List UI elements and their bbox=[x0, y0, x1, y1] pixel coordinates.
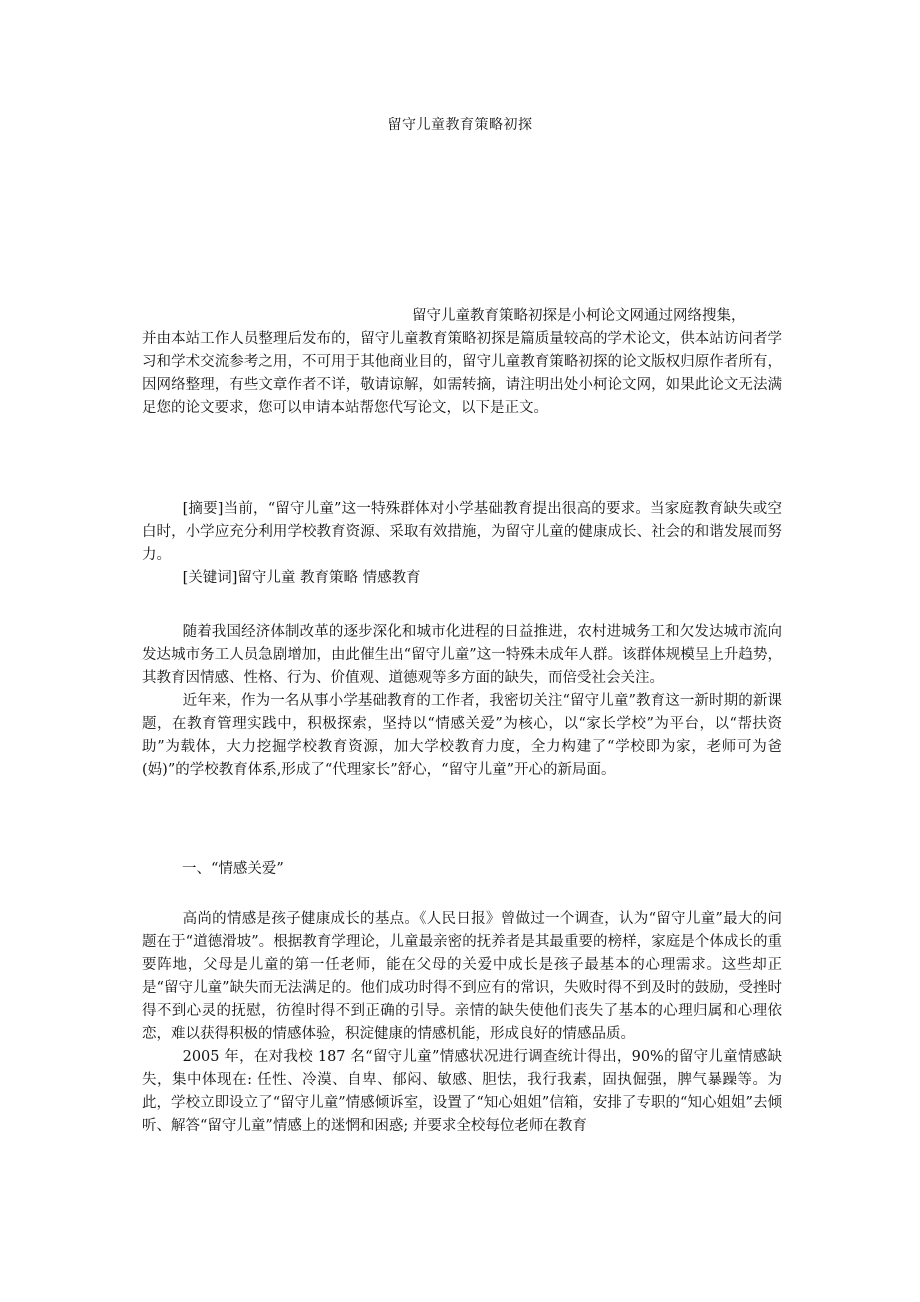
section-paragraph: 2005 年，在对我校 187 名“留守儿童”情感状况进行调查统计得出，90%的留守儿童情感缺失，集中体现在: 任性、冷漠、自卑、郁闷、敏感、胆怯，我行我素，固执倔强，脾气暴躁等。为此，学校立即设立了“留守儿童”情感倾诉室，设置了“知心姐姐”信箱，安排了专职的“知心姐姐”去倾听、解答“留守儿童”情感上的迷惘和困惑; 并要求全校每位老师在教育 bbox=[142, 1049, 782, 1134]
intro-first-line: 留守儿童教育策略初探是小柯论文网通过网络搜集， bbox=[412, 308, 746, 324]
body-paragraph: 随着我国经济体制改革的逐步深化和城市化进程的日益推进，农村进城务工和欠发达城市流向发达城市务工人员急剧增加，由此催生出“留守儿童”这一特殊未成年人群。该群体规模呈上升趋势，其教育因情感、性格、行为、价值观、道德观等多方面的缺失，而倍受社会关注。 bbox=[142, 624, 782, 686]
intro-paragraph: 并由本站工作人员整理后发布的，留守儿童教育策略初探是篇质量较高的学术论文，供本站访问者学习和学术交流参考之用，不可用于其他商业目的，留守儿童教育策略初探的论文版权归原作者所有，因网络整理，有些文章作者不详，敬请谅解，如需转摘，请注明出处小柯论文网，如果此论文无法满足您的论文要求，您可以申请本站帮您代写论文，以下是正文。 bbox=[142, 331, 782, 416]
body-paragraph: 近年来，作为一名从事小学基础教育的工作者，我密切关注“留守儿童”教育这一新时期的新课题，在教育管理实践中，积极探索，坚持以“情感关爱”为核心，以“家长学校”为平台，以“帮扶资助”为载体，大力挖掘学校教育资源，加大学校教育力度，全力构建了“学校即为家，老师可为爸(妈)”的学校教育体系,形成了“代理家长”舒心，“留守儿童”开心的新局面。 bbox=[142, 693, 782, 778]
document-title: 留守儿童教育策略初探 bbox=[387, 117, 533, 133]
section-heading: 一、“情感关爱” bbox=[182, 861, 284, 877]
section-body bbox=[142, 908, 782, 1138]
section-paragraph: 高尚的情感是孩子健康成长的基点。《人民日报》曾做过一个调查，认为“留守儿童”最大的问题在于“道德滑坡”。根据教育学理论，儿童最亲密的抚养者是其最重要的榜样，家庭是个体成长的重要阵地，父母是儿童的第一任老师，能在父母的关爱中成长是孩子最基本的心理需求。这些却正是“留守儿童”缺失而无法满足的。他们成功时得不到应有的常识，失败时得不到及时的鼓励，受挫时得不到心灵的抚慰，彷徨时得不到正确的引导。亲情的缺失使他们丧失了基本的心理归属和心理依恋，难以获得积极的情感体验，积淀健康的情感机能，形成良好的情感品质。 bbox=[142, 911, 782, 1042]
abstract-paragraph: [摘要]当前，“留守儿童”这一特殊群体对小学基础教育提出很高的要求。当家庭教育缺失或空白时，小学应充分利用学校教育资源、采取有效措施，为留守儿童的健康成长、社会的和谐发展而努力。 bbox=[142, 501, 782, 563]
keywords-line: [关键词]留守儿童 教育策略 情感教育 bbox=[182, 570, 421, 586]
body-section bbox=[142, 621, 782, 782]
abstract-section bbox=[142, 498, 782, 590]
intro-section bbox=[142, 305, 782, 420]
